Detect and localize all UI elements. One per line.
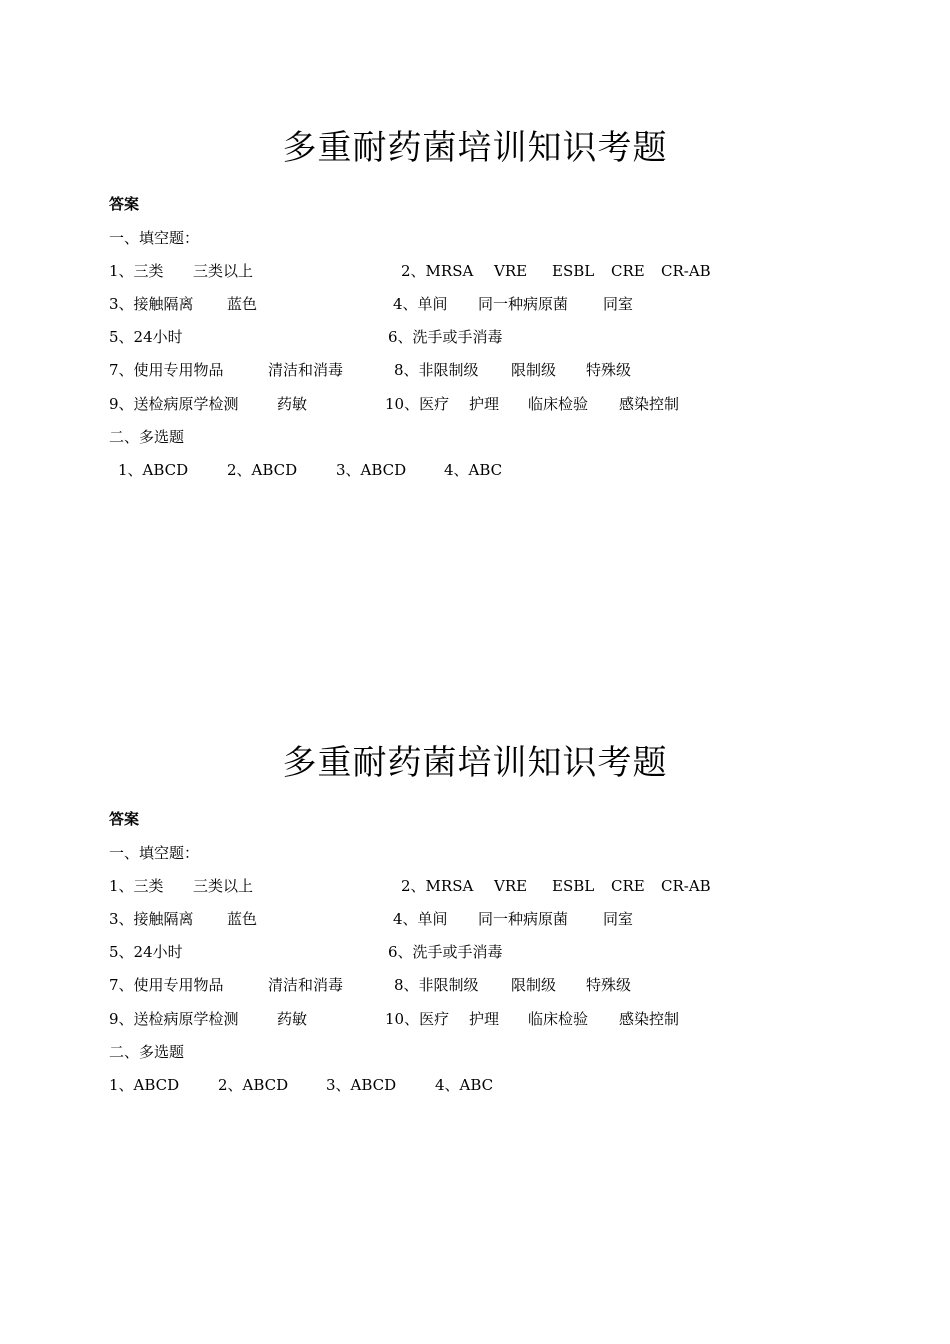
fill-answer: 护理	[469, 1010, 500, 1028]
fill-answer: 临床检验	[528, 395, 589, 413]
fill-answer: ESBL	[552, 877, 595, 895]
fill-answer: 药敏	[277, 395, 308, 413]
multi-answer: 2、ABCD	[218, 1076, 289, 1094]
multi-answer: 1、ABCD	[109, 1076, 180, 1094]
fill-answer: CR-AB	[661, 262, 711, 280]
fill-answer: 三类以上	[193, 262, 254, 280]
fill-answer: 4、单间	[393, 910, 448, 928]
fill-answer: 7、使用专用物品	[109, 976, 224, 994]
part1-heading: 一、填空题：	[109, 229, 200, 247]
document-title: 多重耐药菌培训知识考题	[282, 743, 668, 783]
fill-answer: 同一种病原菌	[478, 295, 569, 313]
multi-answer: 4、ABC	[435, 1076, 494, 1094]
fill-answer: 9、送检病原学检测	[109, 1010, 239, 1028]
part2-heading: 二、多选题	[109, 1043, 185, 1061]
fill-answer: 6、洗手或手消毒	[388, 328, 503, 346]
answer-label: 答案	[109, 810, 140, 828]
fill-answer: 护理	[469, 395, 500, 413]
fill-answer: 药敏	[277, 1010, 308, 1028]
fill-answer: CRE	[611, 262, 645, 280]
fill-answer: 蓝色	[227, 295, 258, 313]
fill-answer: 感染控制	[619, 1010, 680, 1028]
answer-label: 答案	[109, 195, 140, 213]
fill-answer: 特殊级	[586, 361, 632, 379]
fill-answer: 3、接触隔离	[109, 910, 194, 928]
fill-answer: 10、医疗	[385, 395, 450, 413]
fill-answer: 7、使用专用物品	[109, 361, 224, 379]
fill-answer: 蓝色	[227, 910, 258, 928]
fill-answer: 8、非限制级	[394, 361, 479, 379]
fill-answer: VRE	[494, 877, 528, 895]
fill-answer: 3、接触隔离	[109, 295, 194, 313]
fill-answer: CR-AB	[661, 877, 711, 895]
fill-answer: 6、洗手或手消毒	[388, 943, 503, 961]
part1-heading: 一、填空题：	[109, 844, 200, 862]
fill-answer: 9、送检病原学检测	[109, 395, 239, 413]
fill-answer: 2、MRSA	[401, 877, 474, 895]
fill-answer: 临床检验	[528, 1010, 589, 1028]
part2-heading: 二、多选题	[109, 428, 185, 446]
fill-answer: 10、医疗	[385, 1010, 450, 1028]
multi-answer: 4、ABC	[444, 461, 503, 479]
fill-answer: 特殊级	[586, 976, 632, 994]
fill-answer: 2、MRSA	[401, 262, 474, 280]
fill-answer: 限制级	[511, 361, 557, 379]
fill-answer: VRE	[494, 262, 528, 280]
fill-answer: 三类以上	[193, 877, 254, 895]
fill-answer: 1、三类	[109, 877, 164, 895]
multi-answer: 3、ABCD	[326, 1076, 397, 1094]
fill-answer: 8、非限制级	[394, 976, 479, 994]
fill-answer: 清洁和消毒	[268, 976, 344, 994]
fill-answer: 同室	[603, 295, 634, 313]
fill-answer: 限制级	[511, 976, 557, 994]
multi-answer: 3、ABCD	[336, 461, 407, 479]
fill-answer: 同室	[603, 910, 634, 928]
fill-answer: 1、三类	[109, 262, 164, 280]
fill-answer: ESBL	[552, 262, 595, 280]
fill-answer: 5、24小时	[109, 328, 183, 346]
fill-answer: 5、24小时	[109, 943, 183, 961]
fill-answer: 同一种病原菌	[478, 910, 569, 928]
document-title: 多重耐药菌培训知识考题	[282, 128, 668, 168]
fill-answer: 感染控制	[619, 395, 680, 413]
multi-answer: 2、ABCD	[227, 461, 298, 479]
fill-answer: 清洁和消毒	[268, 361, 344, 379]
fill-answer: CRE	[611, 877, 645, 895]
fill-answer: 4、单间	[393, 295, 448, 313]
multi-answer: 1、ABCD	[118, 461, 189, 479]
